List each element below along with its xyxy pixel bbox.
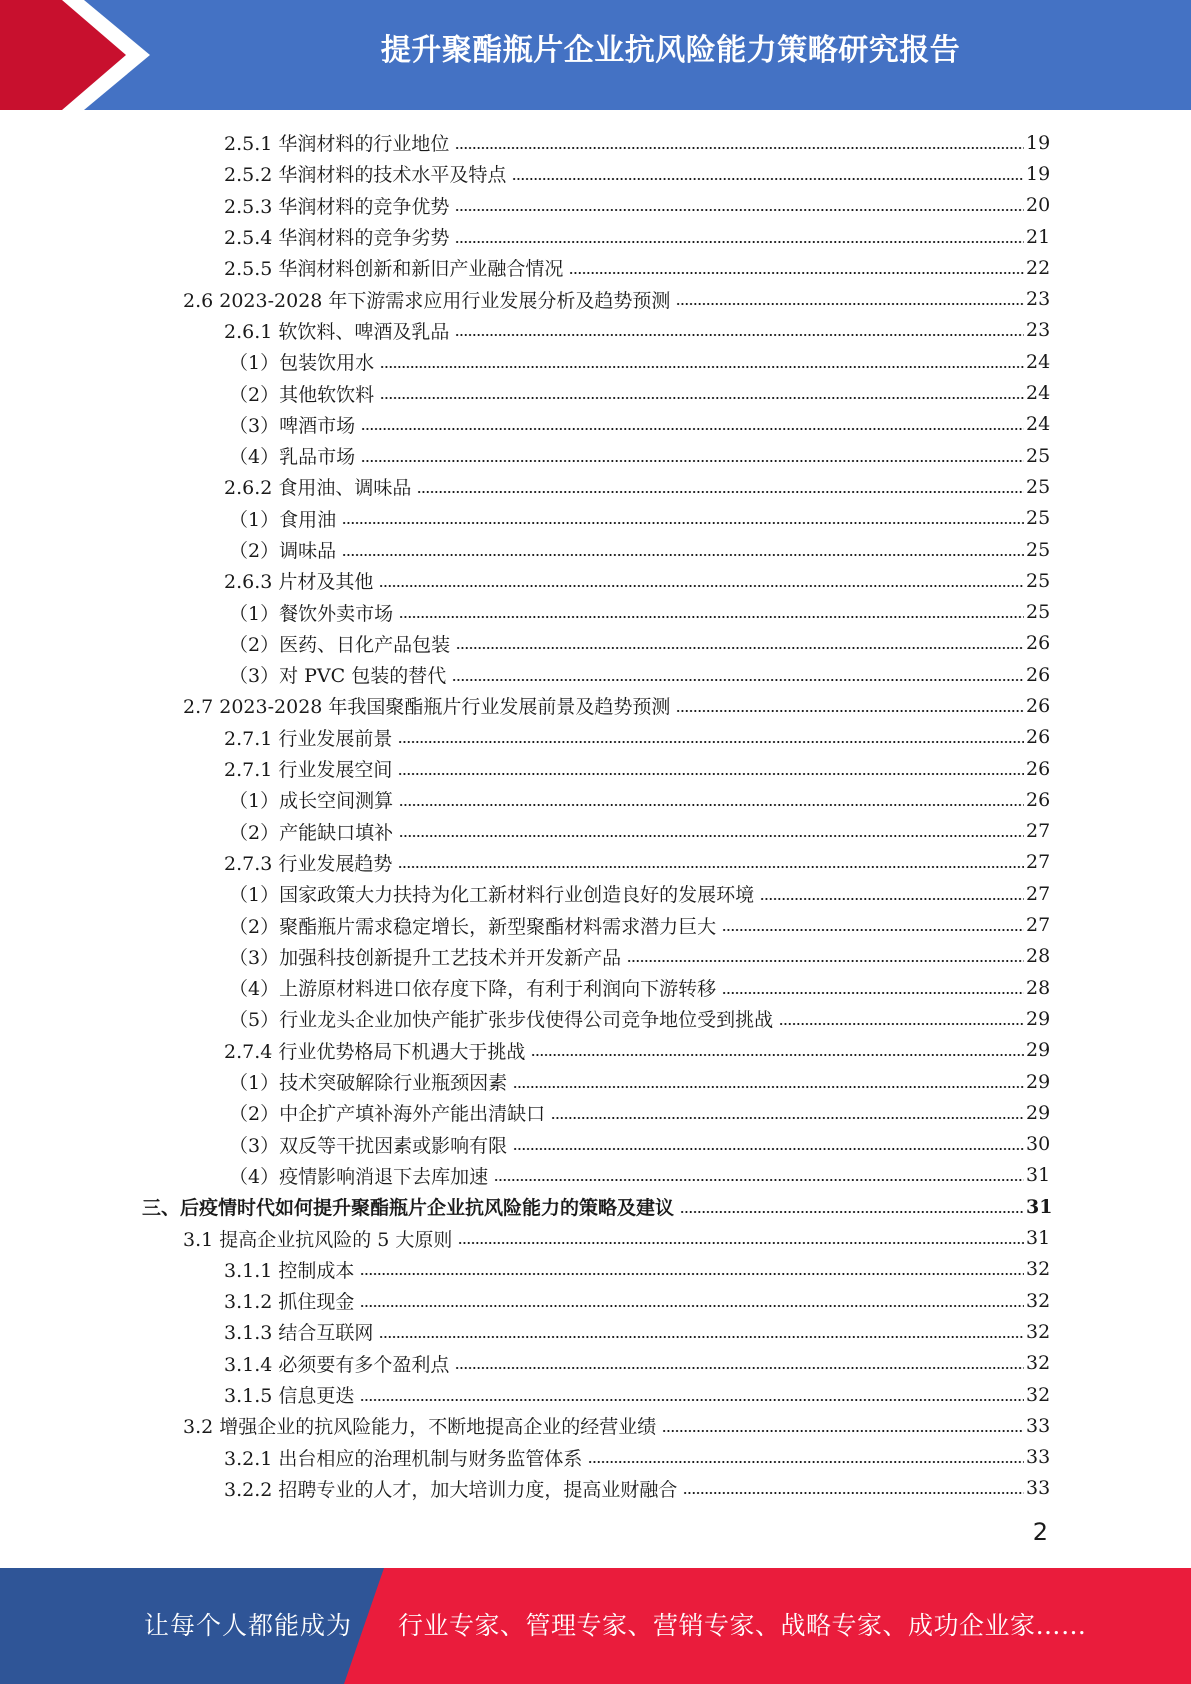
toc-entry-title: （1）成长空间测算 (229, 790, 394, 813)
toc-entry-title: 2.5.4 华润材料的竞争劣势 (224, 227, 450, 250)
toc-entry-page: 33 (1026, 1446, 1051, 1469)
toc-entry-page: 23 (1026, 319, 1051, 342)
toc-leader-dots (455, 146, 1024, 150)
toc-leader-dots (680, 1210, 1024, 1214)
footer-slogan-right: 行业专家、管理专家、营销专家、战略专家、成功企业家…… (398, 1611, 1087, 1640)
toc-entry[interactable] (0, 377, 1191, 408)
toc-entry-page: 24 (1026, 382, 1051, 405)
toc-entry-title: （1）国家政策大力扶持为化工新材料行业创造良好的发展环境 (229, 884, 755, 907)
footer-slogan-left: 让每个人都能成为 (144, 1611, 353, 1640)
toc-leader-dots (398, 772, 1024, 776)
toc-entry-title: （2）医药、日化产品包装 (229, 633, 451, 656)
toc-leader-dots (683, 1491, 1024, 1495)
toc-entry[interactable] (0, 690, 1191, 721)
toc-entry-page: 29 (1026, 1101, 1051, 1124)
toc-entry[interactable] (0, 158, 1191, 189)
toc-entry-page: 32 (1026, 1383, 1051, 1406)
toc-entry[interactable] (0, 534, 1191, 565)
toc-entry-page: 27 (1026, 882, 1051, 905)
toc-entry-page: 26 (1026, 663, 1051, 686)
toc-entry-title: 2.7.3 行业发展趋势 (224, 852, 393, 875)
toc-entry-title: （1）餐饮外卖市场 (229, 602, 394, 625)
toc-entry[interactable] (0, 1129, 1191, 1160)
toc-leader-dots (512, 177, 1024, 181)
toc-entry-title: 3.2.1 出台相应的治理机制与财务监管体系 (224, 1447, 583, 1470)
toc-entry[interactable] (0, 1285, 1191, 1316)
toc-entry-page: 24 (1026, 350, 1051, 373)
toc-entry-page: 32 (1026, 1320, 1051, 1343)
toc-entry-page: 26 (1026, 632, 1051, 655)
toc-leader-dots (760, 897, 1024, 901)
report-title: 提升聚酯瓶片企业抗风险能力策略研究报告 (380, 33, 961, 68)
toc-entry[interactable] (0, 440, 1191, 471)
toc-entry-title: （4）乳品市场 (229, 446, 356, 469)
toc-entry-title: （4）疫情影响消退下去库加速 (229, 1165, 489, 1188)
toc-entry-title: （3）双反等干扰因素或影响有限 (229, 1134, 508, 1157)
toc-entry[interactable] (0, 659, 1191, 690)
toc-leader-dots (379, 1335, 1024, 1339)
toc-entry-page: 26 (1026, 694, 1051, 717)
toc-leader-dots (513, 1147, 1024, 1151)
header-arrow-decoration (0, 0, 160, 110)
toc-entry[interactable] (0, 941, 1191, 972)
toc-entry[interactable] (0, 346, 1191, 377)
toc-leader-dots (662, 1429, 1024, 1433)
toc-entry-title: （3）啤酒市场 (229, 414, 356, 437)
toc-leader-dots (399, 803, 1024, 807)
toc-entry-title: （1）食用油 (229, 508, 337, 531)
toc-entry-title: （2）调味品 (229, 540, 337, 562)
toc-entry[interactable] (0, 1066, 1191, 1097)
toc-entry-title: 3.1.2 抓住现金 (224, 1291, 355, 1314)
toc-entry-title: （2）聚酯瓶片需求稳定增长，新型聚酯材料需求潜力巨大 (229, 915, 717, 938)
toc-entry-title: 三、后疫情时代如何提升聚酯瓶片企业抗风险能力的策略及建议 (142, 1197, 675, 1220)
toc-entry[interactable] (0, 628, 1191, 659)
toc-entry[interactable] (0, 753, 1191, 784)
toc-entry[interactable] (0, 722, 1191, 753)
toc-leader-dots (417, 490, 1024, 494)
toc-leader-dots (551, 1116, 1024, 1120)
toc-leader-dots (494, 1178, 1024, 1182)
toc-entry[interactable] (0, 1003, 1191, 1034)
table-of-contents (0, 127, 1191, 1504)
toc-leader-dots (398, 865, 1024, 869)
toc-entry-page: 29 (1026, 1039, 1051, 1062)
toc-entry-page: 32 (1026, 1289, 1051, 1312)
toc-entry-page: 25 (1026, 507, 1051, 530)
toc-entry[interactable] (0, 1410, 1191, 1441)
toc-leader-dots (456, 646, 1024, 650)
toc-entry[interactable] (0, 409, 1191, 440)
toc-entry[interactable] (0, 283, 1191, 314)
toc-entry-page: 25 (1026, 475, 1051, 498)
toc-entry-page: 27 (1026, 914, 1051, 937)
toc-entry-title: （2）中企扩产填补海外产能出清缺口 (229, 1103, 546, 1126)
toc-entry-page: 26 (1026, 788, 1051, 811)
toc-entry-page: 23 (1026, 288, 1051, 311)
toc-entry-page: 25 (1026, 601, 1051, 624)
toc-entry-page: 19 (1026, 162, 1051, 185)
toc-entry[interactable] (0, 784, 1191, 815)
toc-leader-dots (722, 928, 1024, 932)
toc-entry-page: 26 (1026, 757, 1051, 780)
toc-entry-page: 27 (1026, 820, 1051, 843)
toc-entry[interactable] (0, 315, 1191, 346)
toc-entry[interactable] (0, 878, 1191, 909)
toc-entry-title: 3.2 增强企业的抗风险能力，不断地提高企业的经营业绩 (183, 1416, 657, 1439)
toc-entry-title: 3.1 提高企业抗风险的 5 大原则 (183, 1228, 453, 1251)
toc-entry-title: （4）上游原材料进口依存度下降，有利于利润向下游转移 (229, 978, 717, 1001)
toc-leader-dots (455, 1366, 1024, 1370)
toc-entry-page: 26 (1026, 726, 1051, 749)
toc-entry-title: 3.1.1 控制成本 (224, 1259, 355, 1282)
toc-leader-dots (722, 991, 1024, 995)
toc-leader-dots (360, 1272, 1024, 1276)
toc-leader-dots (342, 521, 1024, 525)
toc-entry[interactable] (0, 1191, 1191, 1222)
toc-entry[interactable] (0, 972, 1191, 1003)
toc-entry-page: 30 (1026, 1133, 1051, 1156)
toc-entry-page: 31 (1026, 1195, 1053, 1218)
toc-entry-title: 2.6 2023-2028 年下游需求应用行业发展分析及趋势预测 (183, 289, 671, 312)
toc-leader-dots (588, 1460, 1024, 1464)
page-header (0, 0, 1191, 110)
toc-entry[interactable] (0, 190, 1191, 221)
toc-entry-title: （3）对 PVC 包装的替代 (229, 665, 447, 688)
toc-entry[interactable] (0, 565, 1191, 596)
toc-entry[interactable] (0, 1316, 1191, 1347)
toc-entry-title: 3.2.2 招聘专业的人才，加大培训力度，提高业财融合 (224, 1478, 678, 1501)
toc-entry-title: （1）包装饮用水 (229, 352, 375, 375)
toc-leader-dots (455, 240, 1024, 244)
toc-leader-dots (455, 208, 1024, 212)
toc-leader-dots (531, 1053, 1024, 1057)
toc-leader-dots (398, 740, 1024, 744)
toc-entry-title: （3）加强科技创新提升工艺技术并开发新产品 (229, 946, 622, 969)
toc-entry-page: 22 (1026, 256, 1051, 279)
toc-entry-page: 21 (1026, 225, 1051, 248)
toc-entry-page: 20 (1026, 194, 1051, 217)
toc-entry-page: 29 (1026, 1007, 1051, 1030)
toc-entry-title: 2.7.1 行业发展空间 (224, 759, 393, 782)
toc-leader-dots (360, 1304, 1024, 1308)
toc-entry-page: 33 (1026, 1477, 1051, 1500)
toc-entry-title: 2.6.1 软饮料、啤酒及乳品 (224, 320, 450, 343)
toc-entry[interactable] (0, 127, 1191, 158)
toc-leader-dots (458, 1241, 1024, 1245)
toc-entry[interactable] (0, 596, 1191, 627)
toc-entry[interactable] (0, 1160, 1191, 1191)
toc-leader-dots (361, 427, 1024, 431)
toc-entry-page: 24 (1026, 413, 1051, 436)
toc-leader-dots (513, 1085, 1024, 1089)
toc-leader-dots (361, 459, 1024, 463)
toc-entry[interactable] (0, 1035, 1191, 1066)
toc-entry-page: 31 (1026, 1227, 1051, 1250)
toc-entry[interactable] (0, 503, 1191, 534)
toc-leader-dots (380, 365, 1024, 369)
toc-entry-title: 3.1.3 结合互联网 (224, 1322, 374, 1345)
toc-leader-dots (399, 834, 1024, 838)
toc-leader-dots (455, 333, 1024, 337)
toc-entry[interactable] (0, 1097, 1191, 1128)
toc-entry-title: （5）行业龙头企业加快产能扩张步伐使得公司竞争地位受到挑战 (229, 1009, 774, 1032)
toc-entry-page: 33 (1026, 1414, 1051, 1437)
toc-entry-title: 2.6.2 食用油、调味品 (224, 477, 412, 500)
toc-entry[interactable] (0, 1473, 1191, 1504)
toc-leader-dots (380, 396, 1024, 400)
toc-entry-page: 28 (1026, 976, 1051, 999)
toc-entry-title: 2.7.1 行业发展前景 (224, 727, 393, 750)
toc-leader-dots (452, 678, 1024, 682)
toc-leader-dots (379, 584, 1024, 588)
toc-entry-page: 25 (1026, 569, 1051, 592)
toc-entry-title: （1）技术突破解除行业瓶颈因素 (229, 1072, 508, 1095)
page-number: 2 (1032, 1518, 1048, 1546)
toc-entry-title: （2）产能缺口填补 (229, 821, 394, 844)
toc-entry-title: 3.1.5 信息更迭 (224, 1385, 355, 1408)
toc-leader-dots (676, 709, 1024, 713)
toc-entry-title: （2）其他软饮料 (229, 383, 375, 406)
toc-entry-page: 31 (1026, 1164, 1051, 1187)
toc-leader-dots (676, 302, 1024, 306)
toc-entry-title: 2.6.3 片材及其他 (224, 571, 374, 594)
toc-entry[interactable] (0, 816, 1191, 847)
toc-entry[interactable] (0, 1254, 1191, 1285)
toc-entry-title: 2.5.1 华润材料的行业地位 (224, 133, 450, 156)
toc-entry[interactable] (0, 909, 1191, 940)
toc-entry-title: 2.5.5 华润材料创新和新旧产业融合情况 (224, 258, 564, 281)
toc-leader-dots (342, 553, 1024, 557)
toc-entry-page: 29 (1026, 1070, 1051, 1093)
toc-entry-title: 2.7 2023-2028 年我国聚酯瓶片行业发展前景及趋势预测 (183, 696, 671, 719)
toc-entry-page: 32 (1026, 1352, 1051, 1375)
toc-entry-title: 2.7.4 行业优势格局下机遇大于挑战 (224, 1040, 526, 1063)
toc-entry[interactable] (0, 1222, 1191, 1253)
page-footer (0, 1568, 1191, 1684)
toc-entry[interactable] (0, 1441, 1191, 1472)
toc-entry[interactable] (0, 471, 1191, 502)
toc-leader-dots (627, 959, 1024, 963)
toc-entry[interactable] (0, 847, 1191, 878)
toc-entry-title: 3.1.4 必须要有多个盈利点 (224, 1353, 450, 1376)
toc-leader-dots (360, 1398, 1024, 1402)
toc-entry-page: 32 (1026, 1258, 1051, 1281)
toc-entry[interactable] (0, 1348, 1191, 1379)
toc-entry-title: 2.5.2 华润材料的技术水平及特点 (224, 164, 507, 187)
toc-entry-page: 19 (1026, 131, 1051, 154)
toc-leader-dots (569, 271, 1024, 275)
toc-entry-page: 25 (1026, 444, 1051, 467)
toc-leader-dots (399, 615, 1024, 619)
toc-entry-page: 28 (1026, 945, 1051, 968)
toc-leader-dots (779, 1022, 1024, 1026)
toc-entry-page: 27 (1026, 851, 1051, 874)
toc-entry-page: 25 (1026, 538, 1051, 561)
toc-entry-title: 2.5.3 华润材料的竞争优势 (224, 195, 450, 218)
toc-entry[interactable] (0, 252, 1191, 283)
toc-entry[interactable] (0, 221, 1191, 252)
toc-entry[interactable] (0, 1379, 1191, 1410)
